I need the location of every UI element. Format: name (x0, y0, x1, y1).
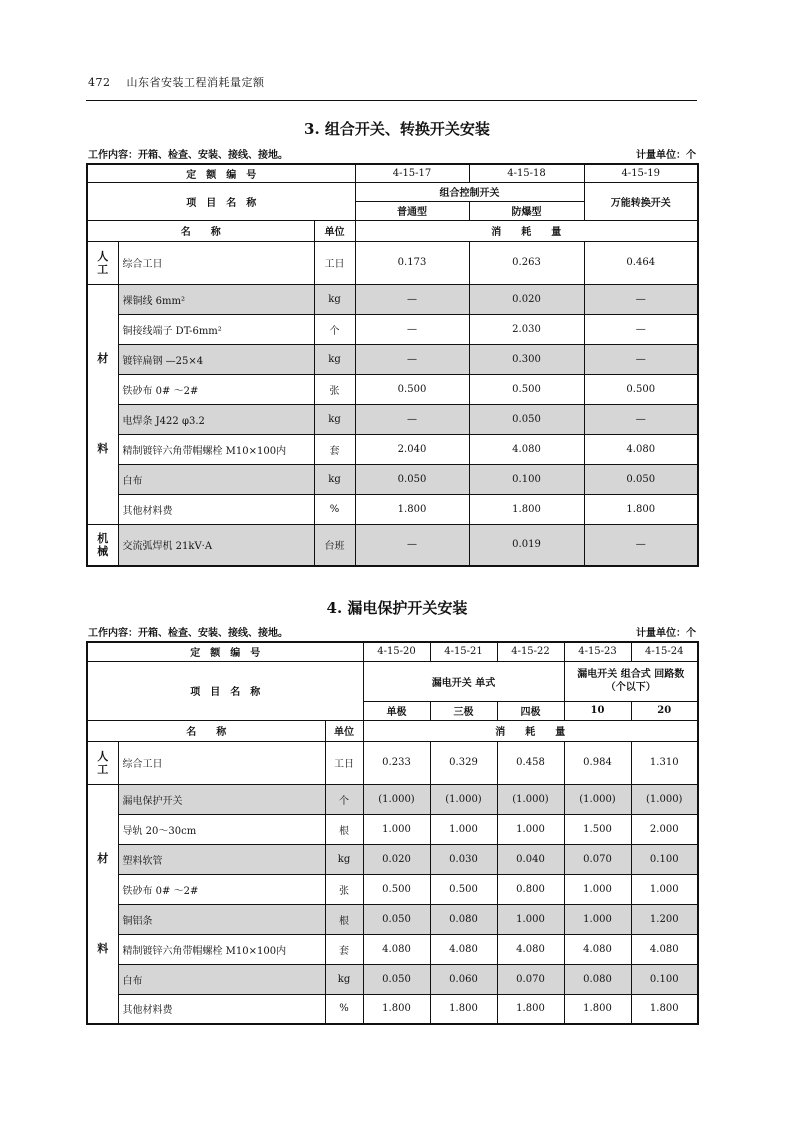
material-unit: kg (325, 964, 363, 994)
value-cell: 4.080 (564, 934, 631, 964)
value-cell: 0.173 (355, 241, 469, 284)
value-cell: 0.984 (564, 741, 631, 784)
machine-name: 交流弧焊机 21kV·A (118, 524, 314, 566)
value-cell: 1.800 (631, 994, 698, 1024)
value-cell: 0.070 (497, 964, 564, 994)
material-name: 精制镀锌六角带帽螺栓 M10×100内 (118, 934, 325, 964)
value-cell: (1.000) (430, 784, 497, 814)
section3-unit: 计量单位：个 (636, 150, 696, 161)
value-cell: 0.050 (363, 964, 430, 994)
code-cell: 4-15-22 (497, 642, 564, 661)
value-cell: 1.310 (631, 741, 698, 784)
value-cell: 0.100 (631, 964, 698, 994)
book-title: 山东省安装工程消耗量定额 (126, 76, 265, 89)
labor-category: 人工 (87, 741, 118, 784)
sub-header: 单极 (363, 701, 430, 720)
value-cell: — (584, 314, 698, 344)
sub-header: 20 (631, 701, 698, 720)
material-category: 材料 (87, 784, 118, 1024)
material-unit: kg (325, 844, 363, 874)
value-cell: 1.800 (430, 994, 497, 1024)
value-cell: 0.800 (497, 874, 564, 904)
material-name: 电焊条 J422 φ3.2 (118, 404, 314, 434)
value-cell: — (355, 404, 469, 434)
value-cell: 0.500 (584, 374, 698, 404)
labor-unit: 工日 (325, 741, 363, 784)
group-header: 组合控制开关 (355, 182, 584, 201)
value-cell: 1.800 (469, 494, 584, 524)
value-cell: 0.060 (430, 964, 497, 994)
name-label: 名 称 (87, 720, 325, 741)
code-cell: 4-15-20 (363, 642, 430, 661)
value-cell: 0.080 (430, 904, 497, 934)
value-cell: 1.800 (564, 994, 631, 1024)
value-cell: (1.000) (564, 784, 631, 814)
value-cell: 0.100 (631, 844, 698, 874)
section4-table (86, 641, 699, 1025)
value-cell: — (355, 344, 469, 374)
material-name: 漏电保护开关 (118, 784, 325, 814)
material-name: 其他材料费 (118, 994, 325, 1024)
material-unit: 个 (325, 784, 363, 814)
value-cell: 2.040 (355, 434, 469, 464)
material-unit: 个 (314, 314, 355, 344)
code-cell: 4-15-17 (355, 164, 469, 182)
value-cell: (1.000) (631, 784, 698, 814)
material-name: 裸铜线 6mm² (118, 284, 314, 314)
material-name: 铁砂布 0# ～2# (118, 374, 314, 404)
material-name: 白布 (118, 964, 325, 994)
material-name: 其他材料费 (118, 494, 314, 524)
value-cell: 1.000 (631, 874, 698, 904)
value-cell: 0.233 (363, 741, 430, 784)
quota-code-label: 定 额 编 号 (87, 642, 363, 661)
value-cell: 0.050 (363, 904, 430, 934)
value-cell: 1.800 (584, 494, 698, 524)
section3-table (86, 163, 699, 567)
labor-name: 综合工日 (118, 741, 325, 784)
header-rule (86, 100, 697, 101)
value-cell: 1.500 (564, 814, 631, 844)
value-cell: 1.800 (355, 494, 469, 524)
unit-label: 单位 (325, 720, 363, 741)
section3-title: 3. 组合开关、转换开关安装 (304, 120, 490, 138)
value-cell: 4.080 (469, 434, 584, 464)
group-header: 漏电开关 单式 (363, 661, 564, 701)
item-name-label: 项 目 名 称 (87, 661, 363, 720)
value-cell: 0.464 (584, 241, 698, 284)
value-cell: 1.000 (497, 814, 564, 844)
name-label: 名 称 (87, 220, 314, 241)
material-name: 白布 (118, 464, 314, 494)
material-unit: kg (314, 344, 355, 374)
value-cell: — (355, 314, 469, 344)
value-cell: 0.080 (564, 964, 631, 994)
consumption-label: 消 耗 量 (363, 720, 698, 741)
value-cell: 0.040 (497, 844, 564, 874)
sub-header: 三极 (430, 701, 497, 720)
value-cell: 0.050 (355, 464, 469, 494)
section4-unit: 计量单位：个 (636, 628, 696, 639)
sub-header: 万能转换开关 (584, 182, 698, 220)
section4-title: 4. 漏电保护开关安装 (326, 599, 468, 617)
value-cell: 1.000 (430, 814, 497, 844)
value-cell: 0.020 (363, 844, 430, 874)
material-unit: 张 (314, 374, 355, 404)
material-name: 镀锌扁钢 —25×4 (118, 344, 314, 374)
material-unit: kg (314, 404, 355, 434)
value-cell: 1.200 (631, 904, 698, 934)
group-header: 漏电开关 组合式 回路数（个以下） (564, 661, 698, 701)
value-cell: 0.019 (469, 524, 584, 566)
value-cell: 0.263 (469, 241, 584, 284)
machine-unit: 台班 (314, 524, 355, 566)
material-unit: 套 (325, 934, 363, 964)
sub-header: 普通型 (355, 201, 469, 220)
value-cell: 1.000 (497, 904, 564, 934)
value-cell: 1.000 (564, 904, 631, 934)
sub-header: 四极 (497, 701, 564, 720)
value-cell: 0.500 (363, 874, 430, 904)
value-cell: 0.050 (584, 464, 698, 494)
material-unit: 根 (325, 814, 363, 844)
sub-header: 防爆型 (469, 201, 584, 220)
code-cell: 4-15-18 (469, 164, 584, 182)
value-cell: — (584, 404, 698, 434)
value-cell: 4.080 (363, 934, 430, 964)
labor-name: 综合工日 (118, 241, 314, 284)
page-header (88, 74, 277, 90)
code-cell: 4-15-19 (584, 164, 698, 182)
value-cell: 1.800 (497, 994, 564, 1024)
code-cell: 4-15-23 (564, 642, 631, 661)
code-cell: 4-15-24 (631, 642, 698, 661)
value-cell: 0.500 (469, 374, 584, 404)
consumption-label: 消 耗 量 (355, 220, 698, 241)
value-cell: 2.030 (469, 314, 584, 344)
value-cell: 4.080 (584, 434, 698, 464)
labor-category: 人工 (87, 241, 118, 284)
value-cell: 0.050 (469, 404, 584, 434)
material-unit: % (325, 994, 363, 1024)
value-cell: 0.300 (469, 344, 584, 374)
quota-code-label: 定 额 编 号 (87, 164, 355, 182)
value-cell: 4.080 (631, 934, 698, 964)
machine-category: 机械 (87, 524, 118, 566)
item-name-label: 项 目 名 称 (87, 182, 355, 220)
page-number: 472 (88, 76, 111, 89)
value-cell: 1.800 (363, 994, 430, 1024)
labor-unit: 工日 (314, 241, 355, 284)
sub-header: 10 (564, 701, 631, 720)
value-cell: 0.329 (430, 741, 497, 784)
material-name: 精制镀锌六角带帽螺栓 M10×100内 (118, 434, 314, 464)
value-cell: 1.000 (564, 874, 631, 904)
value-cell: (1.000) (497, 784, 564, 814)
value-cell: 4.080 (430, 934, 497, 964)
unit-label: 单位 (314, 220, 355, 241)
value-cell: 0.030 (430, 844, 497, 874)
value-cell: — (355, 284, 469, 314)
value-cell: 0.020 (469, 284, 584, 314)
value-cell: 0.500 (355, 374, 469, 404)
value-cell: 1.000 (363, 814, 430, 844)
value-cell: 2.000 (631, 814, 698, 844)
material-name: 铁砂布 0# ～2# (118, 874, 325, 904)
material-unit: 套 (314, 434, 355, 464)
material-name: 导轨 20～30cm (118, 814, 325, 844)
material-category: 材料 (87, 284, 118, 524)
value-cell: 4.080 (497, 934, 564, 964)
value-cell: 0.100 (469, 464, 584, 494)
material-name: 铜接线端子 DT-6mm² (118, 314, 314, 344)
section3-work-content: 工作内容：开箱、检查、安装、接线、接地。 (88, 150, 288, 161)
value-cell: — (584, 344, 698, 374)
code-cell: 4-15-21 (430, 642, 497, 661)
material-name: 铜铝条 (118, 904, 325, 934)
material-unit: kg (314, 284, 355, 314)
material-unit: 张 (325, 874, 363, 904)
material-name: 塑料软管 (118, 844, 325, 874)
value-cell: 0.500 (430, 874, 497, 904)
value-cell: — (584, 284, 698, 314)
material-unit: kg (314, 464, 355, 494)
material-unit: 根 (325, 904, 363, 934)
value-cell: — (584, 524, 698, 566)
value-cell: 0.070 (564, 844, 631, 874)
section3-meta (88, 146, 696, 161)
value-cell: (1.000) (363, 784, 430, 814)
section4-work-content: 工作内容：开箱、检查、安装、接线、接地。 (88, 628, 288, 639)
value-cell: 0.458 (497, 741, 564, 784)
material-unit: % (314, 494, 355, 524)
section4-meta (88, 624, 696, 639)
value-cell: — (355, 524, 469, 566)
